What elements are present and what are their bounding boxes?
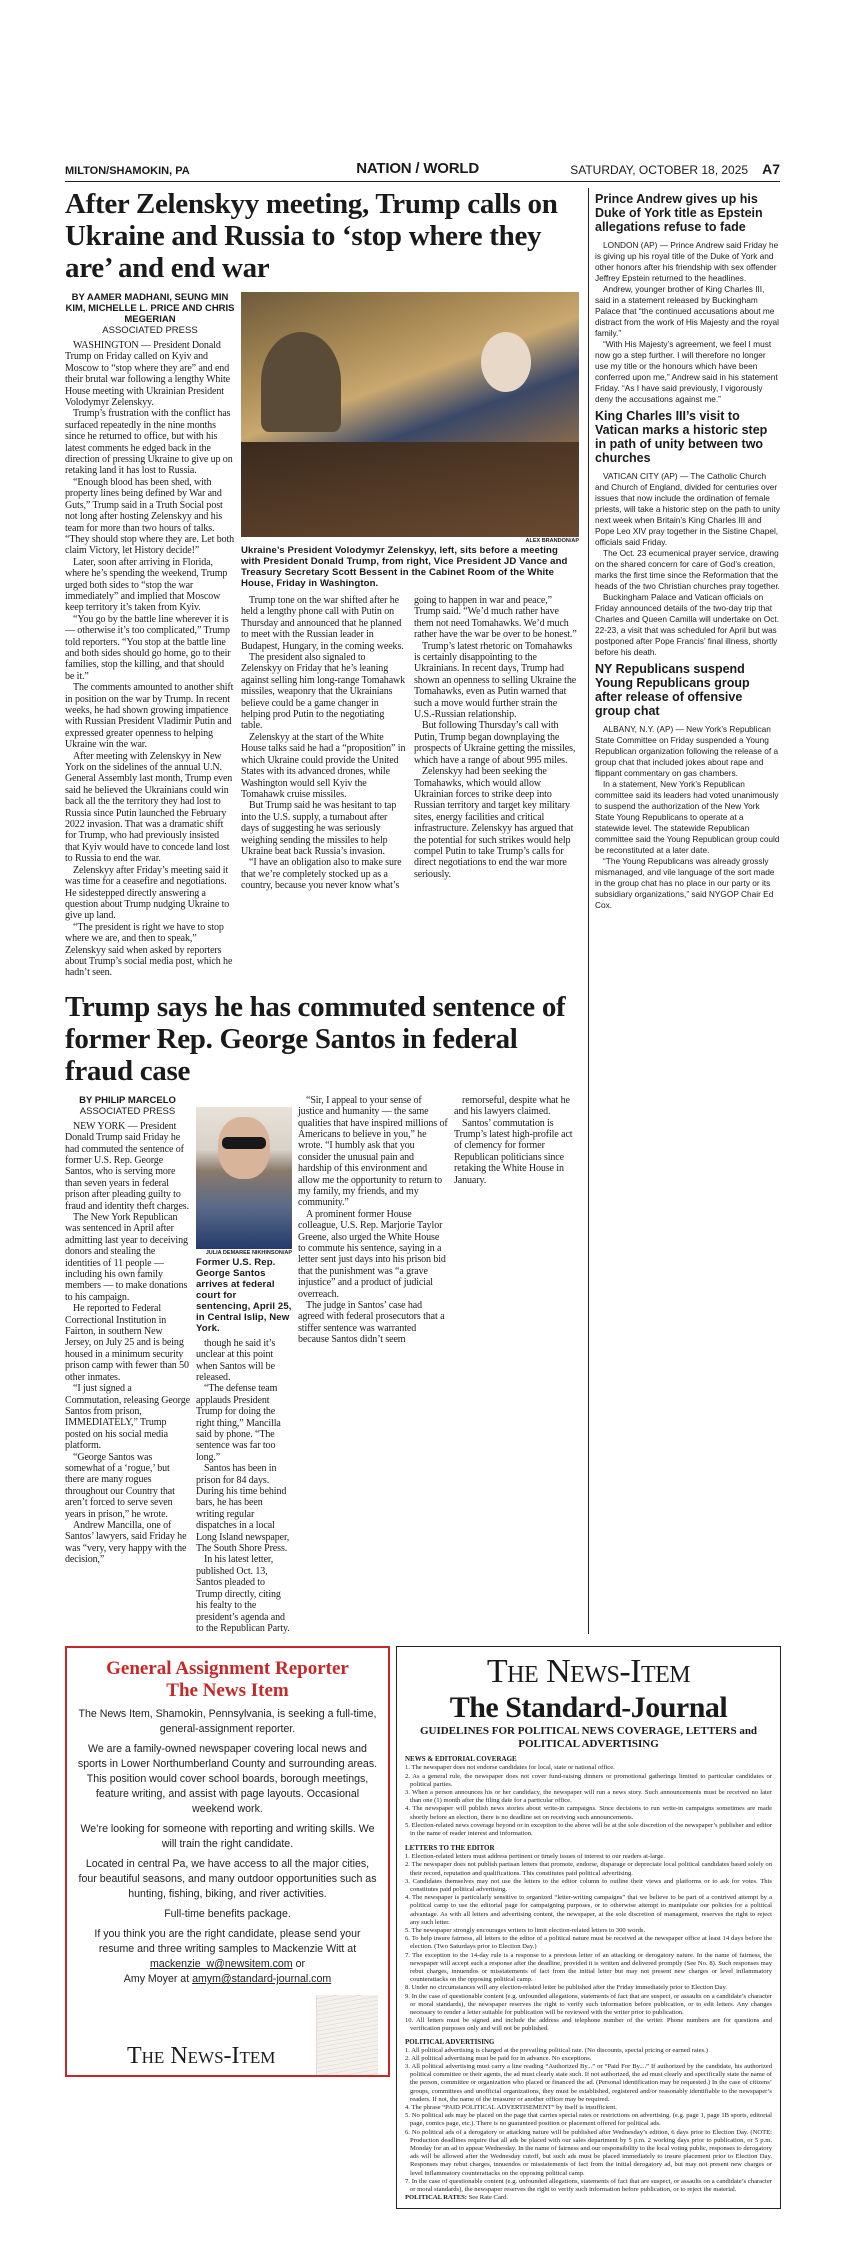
job-ad-text: We’re looking for someone with reporting and writing skills. We will train the right candidate. xyxy=(80,1823,375,1851)
story2-body-row xyxy=(65,1095,580,1635)
paragraph: But Trump said he was hesitant to tap into the U.S. supply, a turnabout after days of suggesting he was seriously weighing sending the missiles to help Ukraine beat back Russia’s invasion. xyxy=(241,800,397,857)
story2-agency: ASSOCIATED PRESS xyxy=(79,1105,176,1117)
paragraph: 2. The newspaper does not publish partisan letters that promote, endorse, disparage or depreciate local political candidates based solely on their record, reputation and qualifications. This constitutes paid political advertising. xyxy=(405,1861,772,1877)
photo-sunglasses xyxy=(222,1137,266,1149)
paragraph: 7. In the case of questionable content (e.g. unfounded allegations, statements of fact that are suspect, or assaults on a candidate’s character or moral standards), the newspaper reserves the right to verify such information before publication, or to reject the material. xyxy=(405,2177,772,2194)
page-header xyxy=(65,160,780,182)
story2-photo-credit: JULIA DEMAREE NIKHINSON/AP xyxy=(205,1249,292,1256)
paragraph: WASHINGTON — President Donald Trump on Friday called on Kyiv and Moscow to “stop where they are” and end their brutal war following a lengthy White House meeting with Ukrainian President Volodymyr Zelenskyy. xyxy=(65,340,231,409)
story2-col3 xyxy=(298,1095,448,1346)
email-link-amy[interactable]: amym@standard-journal.com xyxy=(192,1973,332,1986)
paragraph: VATICAN CITY (AP) — The Catholic Church and Church of England, divided for centuries over issues that now include the ordination of female priests, will take a historic step on the path to unity next week when Britain’s King Charles III and Pope Leo XIV pray together in the Sistine Chapel, officials said Friday. xyxy=(595,471,780,547)
paragraph: “The president is right we have to stop where we are, and then to speak,” Zelenskyy said when asked by reporters about Trump’s social media post, which he hadn’t seen. xyxy=(65,921,233,979)
job-ad-text: The News Item, Shamokin, Pennsylvania, is seeking a full-time, general-assignment reporter. xyxy=(78,1708,377,1736)
story2-col2-block xyxy=(196,1095,292,1635)
paragraph: “I have an obligation also to make sure that we’re completely stocked up as a country, because you never know what’s going to happen in war and peace,” Trump said. “We’d much rather have them not need Tomahawks. We’d much rather have the war be over to be honest.” xyxy=(241,595,577,892)
letters-heading: LETTERS TO THE EDITOR xyxy=(405,1844,495,1853)
job-ad-text: Full-time benefits package. xyxy=(164,1908,291,1921)
brief-prince-andrew xyxy=(595,192,780,405)
paragraph: Trump’s frustration with the conflict has surfaced repeatedly in the nine months since he returned to office, but with his latest comments he edged back in the direction of pressing Ukraine to give up on retaking land it has lost to Russia. xyxy=(65,408,233,477)
photo-figure xyxy=(481,332,531,392)
main-stories xyxy=(65,188,580,1634)
news-item-logo: The News-Item xyxy=(486,1653,691,1691)
paragraph: After meeting with Zelenskyy in New York on the sidelines of the annual U.N. General Assembly last month, Trump even said he believed the Ukrainians could win back all the the territory they had lost to Russia since Putin launched the February 2022 invasion. That was a dramatic shift for Trump, who had previously insisted that Kyiv would have to concede land lost to Russia to end the war. xyxy=(65,750,233,865)
story2-col1-block xyxy=(65,1095,190,1566)
paragraph: The judge in Santos’ case had agreed with federal prosecutors that a stiffer sentence was warranted because Santos didn’t seem xyxy=(298,1300,445,1346)
paragraph: In his latest letter, published Oct. 13, Santos pleaded to Trump directly, citing his fealty to the president’s agenda and to the Republican Party. xyxy=(196,1554,290,1634)
story1-right-block xyxy=(241,292,579,892)
paragraph: 3. When a person announces his or her candidacy, the newspaper will run a news story. Such announcements must be received no later than one (1) month after the filing date for a particular office. xyxy=(405,1788,772,1805)
paragraph: “I just signed a Commutation, releasing George Santos from prison, IMMEDIATELY,” Trump posted on his social media platform. xyxy=(65,1383,190,1452)
contact-text: If you think you are the right candidate, please send your resume and three writing samples to Mackenzie Witt at xyxy=(94,1928,361,1956)
brief-headline: King Charles III’s visit to Vatican marks a historic step in path of unity between two churches xyxy=(595,409,768,465)
job-ad-subtitle: The News Item xyxy=(166,1680,289,1702)
paragraph: In a statement, New York’s Republican committee said its leaders had voted unanimously to suspend the authorization of the New York State Young Republicans to operate at a statewide level. The statewide Republican committee said the Young Republican group could be reconstituted at a later date. xyxy=(595,779,780,855)
paragraph: 4. The newspaper is particularly sensitive to organized “letter-writing campaigns” that we believe to be part of a contrived attempt by a political camp to use the editorial page for campaigning purposes, or to otherwise attempt to manipulate our policies for a political advantage. As with all letters and advertising content, the newspaper, at the sole discretion of management, reserves the right to reject any such letter. xyxy=(405,1894,772,1926)
paragraph: Later, soon after arriving in Florida, where he’s spending the weekend, Trump urged both sides to “stop the war immediately” and implied that Moscow keep territory it’s taken from Kyiv. xyxy=(65,556,228,614)
brief-body xyxy=(595,471,780,658)
paragraph: 8. Under no circumstances will any election-related letter be published after the Friday immediately prior to Election Day. xyxy=(405,1984,728,1992)
news-coverage-heading: NEWS & EDITORIAL COVERAGE xyxy=(405,1755,517,1764)
sidebar-briefs xyxy=(588,188,780,1634)
paragraph: But following Thursday’s call with Putin, Trump began downplaying the prospects of Ukraine getting the missiles, which have a range of about 995 miles. xyxy=(414,720,576,766)
brief-ny-republicans xyxy=(595,662,780,911)
paragraph: though he said it’s unclear at this point when Santos will be released. xyxy=(196,1337,276,1383)
paragraph: “George Santos was somewhat of a ‘rogue,’ but there are many rogues throughout our Country that aren’t forced to serve seven years in prison,” he wrote. xyxy=(65,1451,175,1520)
top-section xyxy=(65,188,780,1634)
paragraph: Zelenskyy had been seeking the Tomahawks, which would allow Ukrainian forces to strike deep into Russian territory and target key military sites, energy facilities and critical infrastructure. Zelenskyy has argued that the potential for such strikes would help compel Putin to take Trump’s calls for direct negotiations to end the war more seriously. xyxy=(414,766,574,880)
paragraph: remorseful, despite what he and his lawyers claimed. xyxy=(454,1094,570,1118)
paragraph: Zelenskyy after Friday’s meeting said it was time for a ceasefire and negotiations. He sidestepped directly answering a question about Trump nudging Ukraine to give up land. xyxy=(65,864,230,922)
brief-king-charles xyxy=(595,409,780,658)
paragraph: Trump tone on the war shifted after he held a lengthy phone call with Putin on Thursday and announced that he planned to meet with the Russian leader in Budapest, Hungary, in the coming weeks. xyxy=(241,595,404,652)
paragraph: Santos’ commutation is Trump’s latest high-profile act of clemency for former Republican politicians since retaking the White House in January. xyxy=(454,1117,573,1186)
bottom-section xyxy=(65,1646,780,2209)
story1-col1-block xyxy=(65,292,235,979)
job-ad-footer xyxy=(77,1995,378,2075)
paragraph: “Enough blood has been shed, with property lines being defined by War and Guts,” Trump said in a Truth Social post not long after hosting Zelenskyy and his team for more than two hours of talks. “They should stop where they are. Let both claim Victory, let History decide!” xyxy=(65,476,235,557)
story2-headline: Trump says he has commuted sentence of former Rep. George Santos in federal fraud case xyxy=(65,990,566,1087)
paragraph: Santos has been in prison for 84 days. During his time behind bars, he has been writing regular dispatches in a local Long Island newspaper, The South Shore Press. xyxy=(196,1463,290,1555)
story2-col4 xyxy=(454,1095,574,1186)
page-number: A7 xyxy=(762,161,780,177)
paragraph: 5. The newspaper strongly encourages writers to limit election-related letters to 300 words. xyxy=(405,1926,646,1934)
contact-text: Amy Moyer at xyxy=(123,1973,190,1986)
story1-byline: BY AAMER MADHANI, SEUNG MIN KIM, MICHELLE L. PRICE AND CHRIS MEGERIAN xyxy=(65,292,235,325)
paragraph: 3. Candidates themselves may not use the letters to the editor column to outline their views and platforms or to ask for votes. This constitutes paid political advertising. xyxy=(405,1877,772,1893)
story1-agency: ASSOCIATED PRESS xyxy=(102,325,198,336)
edition-location: MILTON/SHAMOKIN, PA xyxy=(65,165,190,177)
rates-value: See Rate Card. xyxy=(468,2194,509,2202)
paragraph: 1. Election-related letters must address pertinent or timely issues of interest to our readers at-large. xyxy=(405,1853,665,1861)
paragraph: The comments amounted to another shift in position on the war by Trump. In recent weeks, he had shown growing impatience with Russian President Vladimir Putin and expressed greater openness to helping Ukraine win the war. xyxy=(65,682,234,751)
paragraph: ALBANY, N.Y. (AP) — New York’s Republican State Committee on Friday suspended a Young Republican organization following the release of a group chat that included jokes about rape and flippant commentary on gas chambers. xyxy=(595,724,779,778)
letters-list xyxy=(405,1853,772,2033)
paragraph: A prominent former House colleague, U.S. Rep. Marjorie Taylor Greene, also urged the White House to commute his sentence, saying in a letter sent just days into his prison bid that the punishment was “a grave injustice” and a product of judicial overreach. xyxy=(298,1208,446,1300)
brief-body xyxy=(595,724,780,911)
paragraph: Buckingham Palace and Vatican officials on Friday announced details of the two-day trip that Charles and Queen Camilla will undertake on Oct. 22-23, a visit that was scheduled for April but was postponed after Pope Francis’ final illness, shortly before his death. xyxy=(595,592,780,657)
rates-line xyxy=(405,2194,772,2202)
paragraph: “You go by the battle line wherever it is — otherwise it’s too complicated,” Trump told reporters. “You stop at the battle line and both sides should go home, go to their families, stop the killing, and that should be it.” xyxy=(65,613,231,682)
paragraph: 1. All political advertising is charged at the prevailing political rate. (No discounts, special pricing or earned rates.) xyxy=(405,2046,708,2054)
story1-cols23 xyxy=(241,595,579,892)
paragraph: The Oct. 23 ecumenical prayer service, drawing on the shared concern for care of God’s creation, marks the first time since the Reformation that the heads of the two Christian churches pray together. xyxy=(595,548,780,591)
news-coverage-list xyxy=(405,1764,772,1838)
section-name: NATION / WORLD xyxy=(356,160,479,177)
job-ad-text: We are a family-owned newspaper covering local news and sports in Lower Northumberland County and surrounding areas. This position would cover school boards, borough meetings, feature writing, and assist with page layouts. Occasional weekend work. xyxy=(77,1743,378,1816)
paragraph: Zelenskyy at the start of the White House talks said he had a “proposition” in which Ukraine could provide the United States with its advanced drones, while Washington would sell Kyiv the Tomahawk cruise missiles. xyxy=(241,731,406,800)
paragraph: 7. The exception to the 14-day rule is a response to a previous letter of an attacking or derogatory nature. In the name of fairness, the newspaper will accept such a response after the deadline, provided it is written and delivered promptly (See No. 8). Such responses may rebut charges, innuendos or misstatements of fact from the initial letter but may not present new charges or level inflammatory counterattacks on the opposing political camp. xyxy=(405,1951,772,1984)
email-link-mackenzie[interactable]: mackenzie_w@newsitem.com xyxy=(149,1958,293,1971)
news-item-logo: The News-Item xyxy=(127,2043,276,2070)
ads-list xyxy=(405,2047,772,2195)
brief-headline: NY Republicans suspend Young Republicans group after release of offensive group chat xyxy=(595,662,750,718)
political-guidelines-box xyxy=(396,1646,781,2209)
job-ad-text: Located in central Pa, we have access to all the major cities, four beautiful seasons, and many outdoor opportunities such as hunting, fishing, biking, and river activities. xyxy=(78,1858,377,1901)
photo-figure xyxy=(261,332,341,432)
paragraph: The New York Republican was sentenced in April after admitting last year to deceiving donors and stealing the identities of 11 people — including his own family members — to make donations to his campaign. xyxy=(65,1212,188,1303)
job-ad-contact xyxy=(77,1927,378,1987)
story2-col1 xyxy=(65,1121,190,1566)
paragraph: 6. No political ads of a derogatory or attacking nature will be published after Wednesday’s edition, 6 days prior to Election Day. (NOTE: Production deadlines require that all ads be placed with our sales department by 5 p.m. 2 working days prior to publication, or 5 p.m. Monday for an ad to appear Wednesday. In the name of fairness and our responsibility to the local voting public, responses to derogatory ads will be allowed after the Wednesday cutoff, but such ads must be placed immediately to insure placement prior to Election Day. Responses may rebut charges, innuendos or misstatements of fact from the initial derogatory ad, but may not present new charges or level inflammatory counterattacks on the opposing political camp. xyxy=(405,2128,772,2177)
paragraph: 9. In the case of questionable content (e.g. unfounded allegations, statements of fact that are suspect, or assaults on a candidate’s character or moral standards), the newspaper reserves the right to verify such information before publication, or to edit letters. Any changes necessary to render a letter suitable for publication will be reviewed with the writer prior to publication. xyxy=(405,1992,772,2016)
story1-photo-credit: ALEX BRANDON/AP xyxy=(525,538,579,544)
ads-heading: POLITICAL ADVERTISING xyxy=(405,2037,495,2046)
paragraph: Andrew Mancilla, one of Santos’ lawyers, said Friday he was “very, very happy with the decision,” xyxy=(65,1519,187,1566)
santos-photo xyxy=(196,1107,292,1249)
story1-headline: After Zelenskyy meeting, Trump calls on Ukraine and Russia to ‘stop where they are’ and end war xyxy=(65,188,558,284)
rates-label: POLITICAL RATES: xyxy=(405,2194,467,2202)
paragraph: 2. All political advertising must be paid for in advance. No exceptions. xyxy=(405,2054,592,2062)
paragraph: LONDON (AP) — Prince Andrew said Friday he is giving up his royal title of the Duke of York and other honors after his friendship with sex offender Jeffrey Epstein returned to the headlines. xyxy=(595,240,779,283)
paragraph: 3. All political advertising must carry a line reading “Authorized By...” or “Paid For By....” If authorized by the candidate, his authorized political committee or their agents, the ad must clearly state such. If not authorized, the ad must clearly and specifically state the name of the person, committee or organization who placed or financed the ad. (Personal identification may be requested.) In the case of citizens’ groups, committees and unofficial organizations, they must be established, registered and/or reasonably identifiable to the newspaper’s readers. If not, the name of the treasurer or another officer may be required. xyxy=(405,2063,772,2103)
paragraph: “Sir, I appeal to your sense of justice and humanity — the same qualities that have inspired millions of Americans to believe in you,” he wrote. “I humbly ask that you consider the unusual pain and hardship of this environment and allow me the opportunity to return to my family, my friends, and my community.” xyxy=(298,1094,448,1209)
newspaper-stack-image xyxy=(316,1995,378,2075)
paragraph: “The defense team applauds President Trump for doing the right thing,” Mancilla said by phone. “The sentence was far too long.” xyxy=(196,1383,281,1463)
paragraph: “With His Majesty’s agreement, we feel I must now go a step further. I will therefore no longer use my title or the honours which have been conferred upon me,” Andrew said in his statement Friday. “As I have said previously, I vigorously deny the accusations against me.” xyxy=(595,339,778,404)
paragraph: Andrew, younger brother of King Charles III, said in a statement released by Buckingham Palace that “the continued accusations about me distract from the work of His Majesty and the royal family.” xyxy=(595,284,779,338)
date-page-group xyxy=(570,161,780,177)
brief-body xyxy=(595,240,780,405)
paragraph: 2. As a general rule, the newspaper does not cover fund-raising dinners or promotional gatherings limited to particular candidates or political parties. xyxy=(405,1772,772,1788)
standard-journal-logo: The Standard-Journal xyxy=(449,1691,728,1725)
story1-photo-caption: Ukraine’s President Volodymyr Zelenskyy, left, sits before a meeting with President Donald Trump, from right, Vice President JD Vance and Treasury Secretary Scott Bessent in the Cabinet Room of the White House, Friday in Washington. xyxy=(241,545,568,589)
brief-headline: Prince Andrew gives up his Duke of York title as Epstein allegations refuse to fade xyxy=(595,192,763,234)
photo-table xyxy=(241,442,579,537)
story2-photo-caption: Former U.S. Rep. George Santos arrives at federal court for sentencing, April 25, in Central Islip, New York. xyxy=(196,1256,292,1334)
guidelines-title: GUIDELINES FOR POLITICAL NEWS COVERAGE, LETTERS and POLITICAL ADVERTISING xyxy=(419,1725,758,1751)
paragraph: 6. To help insure fairness, all letters to the editor of a political nature must be received at the newspaper office at least 14 days before the election. (Two Saturdays prior to Election Day.) xyxy=(405,1935,772,1951)
story2-col2 xyxy=(196,1338,292,1635)
paragraph: 10. All letters must be signed and include the address and telephone number of the writer. Phone numbers are for questions and verification purposes only and will not be published. xyxy=(405,2017,772,2033)
paragraph: 5. Election-related news coverage beyond or in exception to the above will be at the sole discretion of the newspaper’s publisher and editor in the name of reader interest and information. xyxy=(405,1821,772,1837)
paragraph: 4. The phrase “PAID POLITICAL ADVERTISEMENT” by itself is insufficient. xyxy=(405,2104,617,2112)
story1-body-row xyxy=(65,292,580,979)
job-ad xyxy=(65,1646,390,2077)
paragraph: He reported to Federal Correctional Institution in Fairton, in southern New Jersey, on July 25 and is being housed in a minimum security prison camp with fewer than 50 other inmates. xyxy=(65,1303,189,1383)
story2-byline: BY PHILIP MARCELO xyxy=(79,1094,176,1106)
paragraph: Trump’s latest rhetoric on Tomahawks is certainly disappointing to the Ukrainians. In recent days, Trump had shown an openness to selling Ukraine the Tomahawks, even as Putin warned that such a move would further strain the U.S.-Russian relationship. xyxy=(414,640,577,721)
paragraph: 1. The newspaper does not endorse candidates for local, state or national office. xyxy=(405,1764,615,1772)
job-ad-title: General Assignment Reporter xyxy=(106,1658,349,1680)
paragraph: The president also signaled to Zelenskyy on Friday that he’s leaning against selling him long-range Tomahawk missiles, weaponry that the Ukrainians believe could be a game changer in helping prod Putin to the negotiating table. xyxy=(241,652,406,732)
paragraph: “The Young Republicans was already grossly mismanaged, and vile language of the sort made in the group chat has no place in our party or its subsidiary organizations,” said NYGOP Chair Ed Cox. xyxy=(595,856,775,910)
contact-text: or xyxy=(295,1958,305,1971)
zelenskyy-meeting-photo xyxy=(241,292,579,537)
paragraph: 5. No political ads may be placed on the page that carries special rates or restrictions on advertising. (e.g. page 1, page 1B sports, editorial page, comics page, etc.). There is no guaranteed position or placement offered for political ads. xyxy=(405,2112,772,2128)
paragraph: 4. The newspaper will publish news stories about write-in campaigns. Since decisions to run write-in campaigns sometimes are made shortly before an election, there is no deadline set on receiving such announcements. xyxy=(405,1805,772,1821)
paragraph: NEW YORK — President Donald Trump said Friday he had commuted the sentence of former U.S. Rep. George Santos, who is serving more than seven years in federal prison after pleading guilty to fraud and identity theft charges. xyxy=(65,1120,189,1212)
edition-date: SATURDAY, OCTOBER 18, 2025 xyxy=(570,163,749,177)
story1-col1 xyxy=(65,340,235,979)
